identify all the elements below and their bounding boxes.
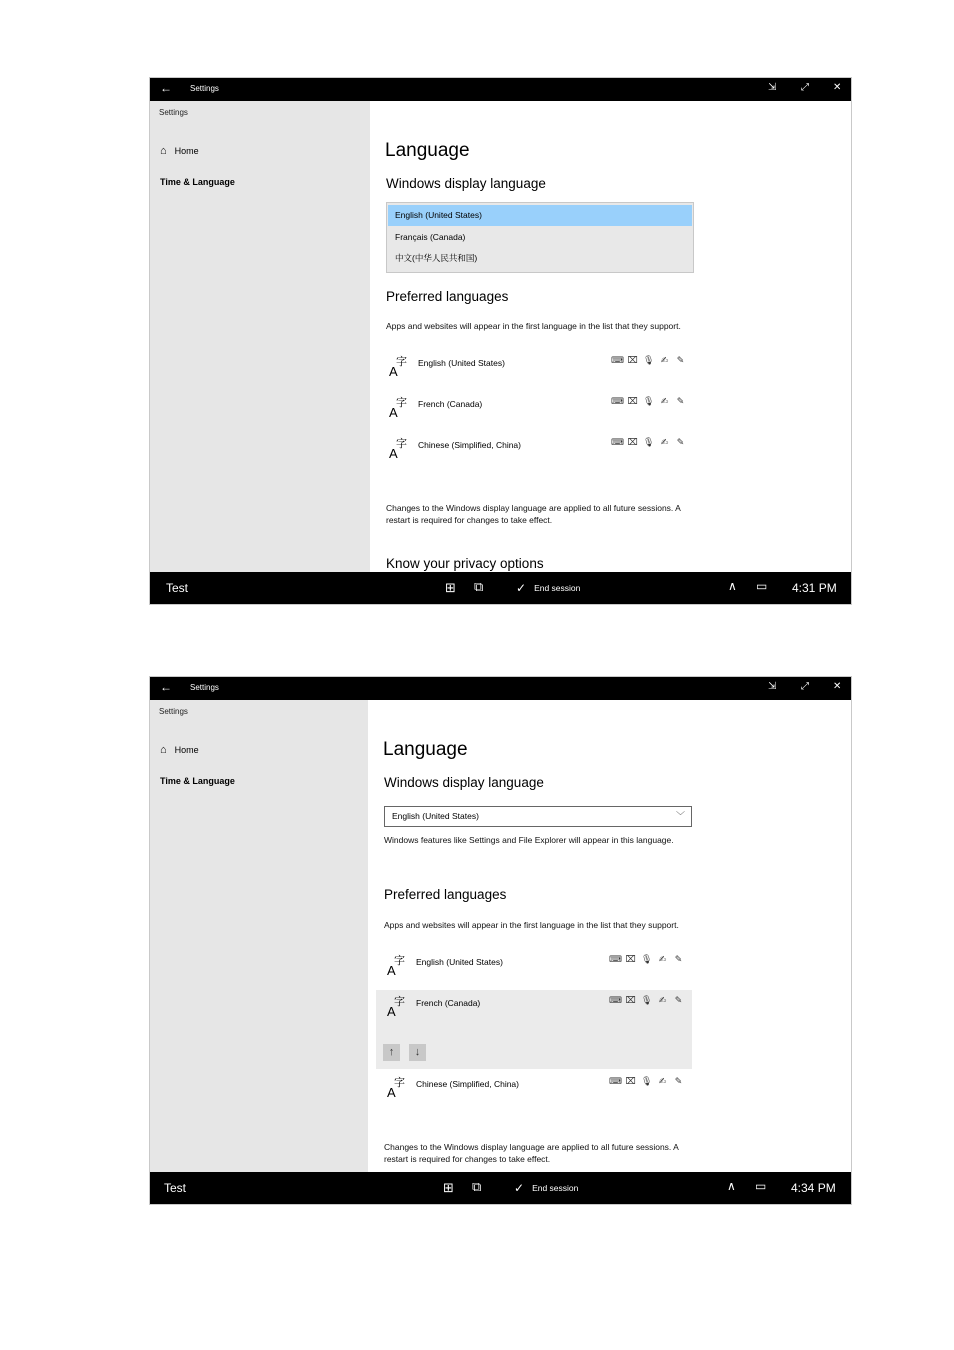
check-circle-icon: ✓ bbox=[516, 581, 527, 595]
taskbar-label: Test bbox=[164, 1181, 187, 1195]
microphone-icon: 🎙 bbox=[643, 355, 655, 365]
windows-icon[interactable]: ⊞ bbox=[445, 580, 456, 595]
text-to-speech-icon: ⌨ bbox=[611, 396, 624, 406]
sidebar bbox=[150, 700, 368, 1172]
preferred-languages-desc: Apps and websites will appear in the first language in the list that they support. bbox=[384, 920, 679, 930]
speech-icon: ⌧ bbox=[625, 995, 636, 1005]
microphone-icon: 🎙 bbox=[643, 396, 655, 406]
back-icon[interactable]: ← bbox=[160, 81, 172, 95]
language-row-english[interactable] bbox=[376, 954, 692, 984]
spellcheck-icon: ✎ bbox=[674, 1076, 683, 1086]
preferred-languages-desc: Apps and websites will appear in the first language in the list that they support. bbox=[386, 321, 681, 331]
handwriting-icon: ✍ bbox=[660, 396, 669, 406]
display-language-note: Changes to the Windows display language are applied to all future sessions. A restart is required for changes to take effect. bbox=[384, 1142, 679, 1164]
handwriting-icon: ✍ bbox=[658, 1076, 667, 1086]
chevron-up-icon[interactable]: ∧ bbox=[728, 579, 737, 593]
text-to-speech-icon: ⌨ bbox=[609, 995, 622, 1005]
preferred-languages-heading: Preferred languages bbox=[384, 887, 507, 902]
language-name: French (Canada) bbox=[418, 399, 483, 409]
language-name: English (United States) bbox=[418, 358, 505, 368]
taskbar bbox=[150, 1172, 851, 1204]
title-bar bbox=[150, 78, 851, 101]
preferred-languages-heading: Preferred languages bbox=[386, 289, 509, 304]
text-to-speech-icon: ⌨ bbox=[611, 355, 624, 365]
check-circle-icon: ✓ bbox=[514, 1181, 525, 1195]
display-language-heading: Windows display language bbox=[386, 176, 546, 191]
taskbar bbox=[150, 572, 851, 604]
pin-icon[interactable]: ⇲ bbox=[768, 681, 777, 692]
task-view-icon[interactable]: ⧉ bbox=[474, 579, 484, 594]
dropdown-option-chinese[interactable]: 中文(中华人民共和国) bbox=[395, 253, 478, 263]
end-session-label: End session bbox=[534, 583, 581, 593]
notification-icon[interactable]: ▭ bbox=[755, 1179, 767, 1193]
main-content bbox=[370, 101, 851, 572]
language-features bbox=[609, 1076, 684, 1087]
language-name: English (United States) bbox=[416, 957, 503, 967]
sidebar-item-time-language[interactable]: Time & Language bbox=[160, 177, 235, 187]
text-to-speech-icon: ⌨ bbox=[609, 954, 622, 964]
end-session-button[interactable] bbox=[514, 1181, 578, 1195]
sidebar-item-home[interactable] bbox=[160, 744, 199, 756]
language-icon: A 字 bbox=[387, 955, 405, 978]
language-name: Chinese (Simplified, China) bbox=[418, 440, 521, 450]
pin-icon[interactable]: ⇲ bbox=[768, 82, 777, 93]
move-down-button[interactable]: ↓ bbox=[409, 1044, 426, 1061]
sidebar-item-time-language[interactable]: Time & Language bbox=[160, 776, 235, 786]
select-value: English (United States) bbox=[392, 811, 479, 821]
sidebar-title: Settings bbox=[159, 707, 188, 716]
dropdown-option-english[interactable]: English (United States) bbox=[388, 205, 692, 226]
handwriting-icon: ✍ bbox=[658, 954, 667, 964]
microphone-icon: 🎙 bbox=[641, 954, 653, 964]
language-features bbox=[611, 437, 686, 448]
title-bar bbox=[150, 677, 851, 700]
chevron-down-icon: ﹀ bbox=[675, 811, 685, 821]
language-features bbox=[611, 355, 686, 366]
speech-icon: ⌧ bbox=[625, 1076, 636, 1086]
screenshot-2 bbox=[149, 676, 852, 1205]
home-icon: ⌂ bbox=[160, 145, 167, 157]
language-icon: A 字 bbox=[389, 356, 407, 379]
spellcheck-icon: ✎ bbox=[676, 437, 685, 447]
language-features bbox=[611, 396, 686, 407]
spellcheck-icon: ✎ bbox=[674, 954, 683, 964]
speech-icon: ⌧ bbox=[627, 396, 638, 406]
language-icon: A 字 bbox=[389, 397, 407, 420]
speech-icon: ⌧ bbox=[625, 954, 636, 964]
language-row-english[interactable] bbox=[378, 355, 694, 385]
page-title: Language bbox=[385, 140, 470, 161]
text-to-speech-icon: ⌨ bbox=[611, 437, 624, 447]
display-language-dropdown-list[interactable] bbox=[386, 202, 694, 273]
dropdown-option-french[interactable]: Français (Canada) bbox=[395, 232, 466, 242]
language-icon: A 字 bbox=[387, 1077, 405, 1100]
language-name: Chinese (Simplified, China) bbox=[416, 1079, 519, 1089]
language-features bbox=[609, 995, 684, 1006]
language-features bbox=[609, 954, 684, 965]
language-icon: A 字 bbox=[389, 438, 407, 461]
handwriting-icon: ✍ bbox=[658, 995, 667, 1005]
language-row-chinese[interactable] bbox=[376, 1076, 692, 1106]
sidebar bbox=[150, 101, 370, 572]
end-session-label: End session bbox=[532, 1183, 579, 1193]
language-icon: A 字 bbox=[387, 996, 405, 1019]
end-session-button[interactable] bbox=[516, 581, 580, 595]
text-to-speech-icon: ⌨ bbox=[609, 1076, 622, 1086]
sidebar-title: Settings bbox=[159, 108, 188, 117]
maximize-icon[interactable]: ⤢ bbox=[801, 681, 809, 692]
language-name: French (Canada) bbox=[416, 998, 481, 1008]
taskbar-label: Test bbox=[166, 581, 189, 595]
main-content bbox=[368, 700, 851, 1172]
language-row-french[interactable] bbox=[376, 990, 692, 1069]
display-language-desc: Windows features like Settings and File Explorer will appear in this language. bbox=[384, 835, 674, 845]
clock: 4:34 PM bbox=[791, 1181, 836, 1195]
handwriting-icon: ✍ bbox=[660, 437, 669, 447]
speech-icon: ⌧ bbox=[627, 355, 638, 365]
close-icon[interactable]: ✕ bbox=[833, 82, 842, 93]
privacy-heading: Know your privacy options bbox=[386, 556, 544, 571]
home-icon: ⌂ bbox=[160, 744, 167, 756]
task-view-icon[interactable]: ⧉ bbox=[472, 1179, 482, 1194]
notification-icon[interactable]: ▭ bbox=[756, 579, 768, 593]
window-title: Settings bbox=[190, 84, 219, 93]
language-row-chinese[interactable] bbox=[378, 437, 694, 467]
chevron-up-icon[interactable]: ∧ bbox=[727, 1179, 736, 1193]
page-title: Language bbox=[383, 739, 468, 760]
back-icon[interactable]: ← bbox=[160, 680, 172, 694]
move-up-button[interactable]: ↑ bbox=[383, 1044, 400, 1061]
microphone-icon: 🎙 bbox=[643, 437, 655, 447]
microphone-icon: 🎙 bbox=[641, 995, 653, 1005]
display-language-note: Changes to the Windows display language are applied to all future sessions. A restart is required for changes to take effect. bbox=[386, 503, 681, 525]
spellcheck-icon: ✎ bbox=[676, 396, 685, 406]
windows-icon[interactable]: ⊞ bbox=[443, 1180, 454, 1195]
screenshot-1 bbox=[149, 77, 852, 605]
clock: 4:31 PM bbox=[792, 581, 837, 595]
spellcheck-icon: ✎ bbox=[676, 355, 685, 365]
language-row-french[interactable] bbox=[378, 396, 694, 426]
sidebar-item-home[interactable] bbox=[160, 145, 199, 157]
display-language-select[interactable] bbox=[384, 806, 692, 827]
sidebar-item-label: Home bbox=[174, 146, 199, 156]
sidebar-item-label: Home bbox=[174, 745, 199, 755]
window-title: Settings bbox=[190, 683, 219, 692]
maximize-icon[interactable]: ⤢ bbox=[801, 82, 809, 93]
display-language-heading: Windows display language bbox=[384, 775, 544, 790]
spellcheck-icon: ✎ bbox=[674, 995, 683, 1005]
microphone-icon: 🎙 bbox=[641, 1076, 653, 1086]
close-icon[interactable]: ✕ bbox=[833, 681, 842, 692]
handwriting-icon: ✍ bbox=[660, 355, 669, 365]
speech-icon: ⌧ bbox=[627, 437, 638, 447]
